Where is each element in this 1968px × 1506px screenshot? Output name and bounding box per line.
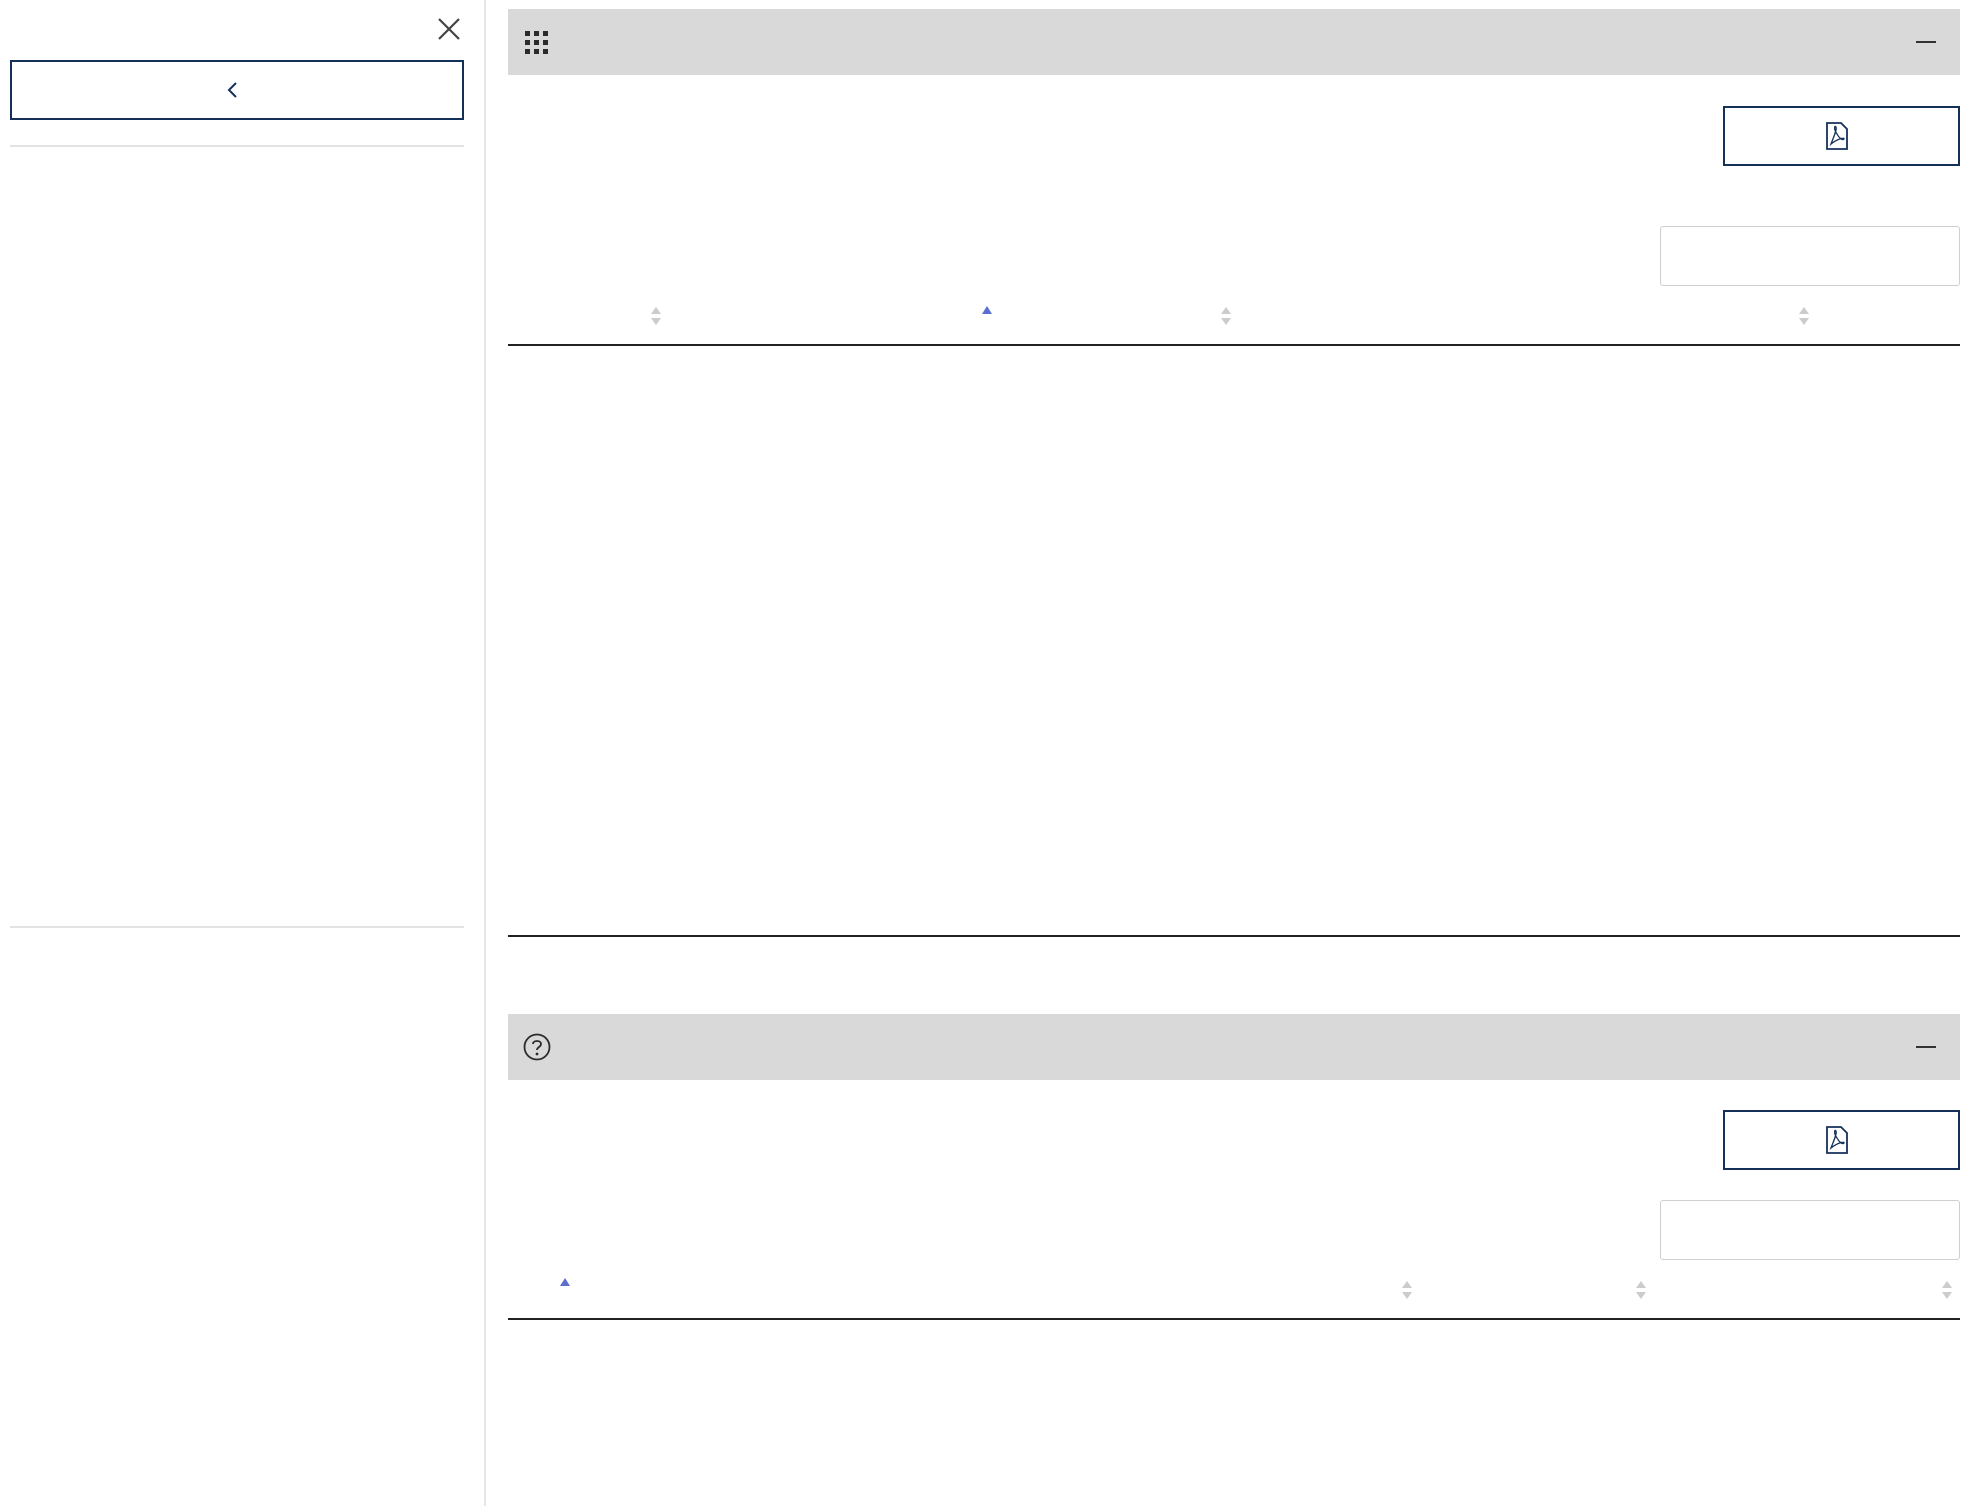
- sort-icon[interactable]: [1219, 304, 1233, 328]
- grid-save-pdf-button[interactable]: [1723, 106, 1960, 166]
- collapse-icon[interactable]: [1916, 1046, 1936, 1048]
- reports-back-button[interactable]: [10, 60, 464, 120]
- close-icon[interactable]: [436, 16, 462, 42]
- kc-save-pdf-button[interactable]: [1723, 1110, 1960, 1170]
- question-icon: [522, 1032, 552, 1062]
- grid-table-header: [508, 288, 1960, 346]
- sort-icon[interactable]: [1940, 1278, 1954, 1302]
- table-bottom-border: [508, 935, 1960, 937]
- sort-icon[interactable]: [1634, 1278, 1648, 1302]
- sort-icon[interactable]: [1400, 1278, 1414, 1302]
- sort-asc-icon[interactable]: [558, 1276, 572, 1300]
- grid-search-input[interactable]: [1660, 226, 1960, 286]
- sidebar-divider: [10, 926, 464, 928]
- pdf-icon: [1825, 122, 1849, 150]
- sort-icon[interactable]: [1797, 304, 1811, 328]
- collapse-icon[interactable]: [1916, 41, 1936, 43]
- kc-section-header[interactable]: [508, 1014, 1960, 1080]
- kc-search-input[interactable]: [1660, 1200, 1960, 1260]
- pdf-icon: [1825, 1126, 1849, 1154]
- sort-icon[interactable]: [649, 304, 663, 328]
- kc-table-header: [508, 1262, 1960, 1320]
- sidebar: [0, 0, 486, 1506]
- grid-icon: [522, 27, 552, 57]
- main-content: [508, 0, 1968, 1506]
- grid-section-header[interactable]: [508, 9, 1960, 75]
- sort-asc-icon[interactable]: [980, 304, 994, 328]
- chevron-left-icon: [220, 77, 246, 103]
- sidebar-divider: [10, 145, 464, 147]
